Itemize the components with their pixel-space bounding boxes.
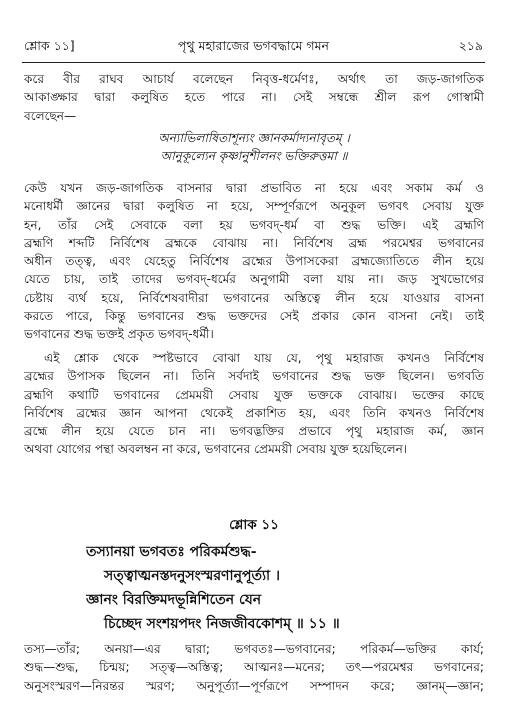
purport-paragraph-1 [24,70,484,125]
quote-line: আনুকূল্যেন কৃষ্ণানুশীলনং ভক্তিরুত্তমা ॥ [160,149,348,164]
text-line: কেউ যখন জড়-জাগতিক বাসনার দ্বারা প্রভাবিত না হয়ে এবং সকাম কর্ম ও [24,181,484,195]
header-verse-ref: শ্লোক ১১] [24,38,75,53]
text-line: ব্রহ্মের উপাসক ছিলেন না। তিনি সর্বদাই ভগবানের শুদ্ধ ভক্ত ছিলেন। ভগবতি [24,369,484,384]
sanskrit-verse [86,540,486,636]
verse-line: সত্ত্বাত্মনস্তদনুসংস্মরণানুপূর্ত্যা । [104,568,280,584]
text-line: বলেছেন— [24,108,77,123]
text-line: অথবা যোগের পন্থা অবলম্বন না করে, ভগবানের প্রেমময়ী সেবায় যুক্ত হয়েছিলেন। [24,442,408,457]
purport-paragraph-3 [24,349,484,459]
page-number: ২১৯ [458,38,483,53]
verse-line: জ্ঞানং বিরক্তিমদভূন্নিশিতেন যেন [86,592,262,608]
text-line: ব্রহ্মণি শব্দটি নির্বিশেষ ব্রহ্মকে বোঝায় না। নির্বিশেষ ব্রহ্ম পরমেশ্বর ভগবানের [24,235,484,250]
header-chapter-title: পৃথু মহারাজের ভগবদ্ধামে গমন [177,38,330,53]
text-line: করে বীর রাঘব আচার্য বলেছেন নিবৃত্ত-ধর্মেণঃ, অর্থাৎ তা জড়-জাগতিক [24,72,484,86]
text-line: চেষ্টায় ব্যর্থ হয়ে, নির্বিশেষবাদীরা ভগবানের অস্তিত্বে লীন হয়ে যাওয়ার বাসনা [24,290,484,305]
synonyms [24,640,484,695]
text-line: মনোধর্মী জ্ঞানের দ্বারা কলুষিত না হয়ে, সম্পূর্ণরূপে অনুকূল ভগবৎ সেবায় যুক্ত [24,199,484,214]
verse-line: চিচ্ছেদ সংশয়পদং নিজজীবকোশম্ ॥ ১১ ॥ [104,616,340,632]
text-line: যেতে চায়, তাই তাদের ভগবদ্-ধর্মের অনুগামী বলা যায় না। জড় সুখভোগের [24,272,484,287]
text-line: হন, তাঁর সেই সেবাকে বলা হয় ভগবদ্-ধর্ম বা শুদ্ধ ভক্তি। এই ব্রহ্মণি [24,217,484,232]
quote-line: অন্যাভিলাষিতাশূন্যং জ্ঞানকর্মাদ্যনাবৃতম্ । [158,131,350,145]
running-header [24,38,483,58]
header-rule [22,62,485,63]
synonym-line: তস্য—তাঁর; অনয়া—এর দ্বারা; ভগবতঃ—ভগবানের; পরিকর্ম—ভক্তির কার্য; [24,642,484,656]
purport-paragraph-2 [24,179,484,344]
text-line: করতে পারে, কিন্তু ভগবানের শুদ্ধ ভক্তদের সেই প্রকার কোন বাসনা নেই। তাই [24,309,484,324]
text-line: ভগবানের শুদ্ধ ভক্তই প্রকৃত ভগবদ্-ধর্মী। [24,327,214,342]
text-line: অধীন তত্ত্ব, এবং যেহেতু নির্বিশেষ ব্রহ্মের উপাসকেরা ব্রহ্মজ্যোতিতে লীন হয়ে [24,254,484,269]
verse-line: তস্যানয়া ভগবতঃ পরিকর্মশুদ্ধ- [86,544,257,560]
text-line: আকাঙ্ক্ষার দ্বারা কলুষিত হতে পারে না। সেই সম্বন্ধে শ্রীল রূপ গোস্বামী [24,90,484,105]
quoted-verse [24,129,484,166]
shloka-heading: শ্লোক ১১ [229,517,279,533]
text-line: ব্রহ্মে লীন হয়ে যেতে চান না। ভগবদ্ভক্তির প্রভাবে পৃথু মহারাজ কর্ম, জ্ঞান [24,424,484,439]
synonym-line: অনুসংস্মরণ—নিরন্তর স্মরণ; অনুপূর্ত্যা—পূর্ণরূপে সম্পাদন করে; জ্ঞানম্—জ্ঞান; [24,678,484,693]
text-line: এই শ্লোক থেকে স্পষ্টভাবে বোঝা যায় যে, পৃথু মহারাজ কখনও নির্বিশেষ [44,351,484,365]
text-line: নির্বিশেষ ব্রহ্মের জ্ঞান আপনা থেকেই প্রকাশিত হয়, এবং তিনি কখনও নির্বিশেষ [24,405,484,420]
text-line: ব্রহ্মণি কথাটি ভগবানের প্রেমময়ী সেবায় যুক্ত ভক্তকে বোঝায়। ভক্তের কাছে [24,387,484,402]
synonym-line: শুদ্ধ—শুদ্ধ, চিন্ময়; সত্ত্ব—অস্তিত্ব; আত্মনঃ—মনের; তৎ—পরমেশ্বর ভগবানের; [24,660,484,675]
